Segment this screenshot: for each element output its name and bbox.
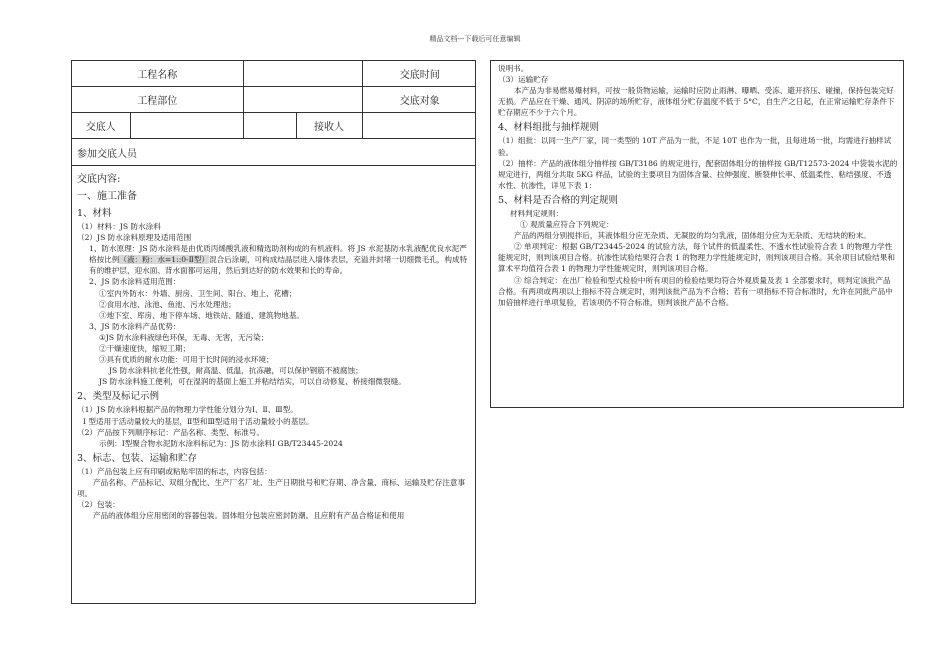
list-item: ①室内外防水：外墙、厨房、卫生间、阳台、地上、花槽；	[99, 288, 297, 298]
info-row	[72, 113, 476, 139]
paragraph: 3、JS 防水涂料产品优势：	[89, 321, 181, 331]
list-item: ① 观质量应符合下列规定：	[520, 220, 614, 230]
info-row	[72, 61, 476, 87]
paragraph: （1）组批：以同一生产厂家，同一类型的 10T 产品为一批，不足 10T 也作为一批，且每进场一批，均需进行抽样试验。	[498, 136, 892, 157]
list-item: JS 防水涂料抗老化性强，耐高温、低温，抗冻融，可以保护钢筋不被腐蚀；	[109, 366, 363, 376]
project-part-value[interactable]	[243, 87, 362, 113]
list-item: JS 防水涂料施工便利，可在湿润的基面上施工并粘结结实，可以自动修复、桥接细微裂缝。	[99, 377, 406, 387]
paragraph: 示例：Ⅰ型聚合物水泥防水涂料标记为：JS 防水涂料Ⅰ GB/T23445-2024	[99, 438, 343, 448]
paragraph: 产品的两组分别搅拌后，其液体组分应无杂质、无凝胶的均匀乳液，固体组分应为无杂质、无结块的粉末。	[514, 231, 871, 241]
paragraph: 本产品为非易燃易爆材料，可按一般货物运输，运输时应防止雨淋、曝晒、受冻、避开挤压、碰撞，保持包装完好无损。产品应在干燥、通风、阴凉的场所贮存，液体组分贮存温度不低于 5°C，自生产之日起，在正常运输贮存条件下贮存期应不少于六个月。	[498, 86, 895, 118]
paragraph: （2）JS 防水涂料原理及适用范围	[77, 233, 192, 243]
project-part-label: 工程部位	[72, 87, 243, 113]
paragraph: （1）产品包装上应有印刷或粘贴牢固的标志，内容包括：	[77, 466, 272, 476]
section-heading: 一、施工准备	[77, 191, 137, 202]
list-item: ③具有优质的耐水功能：可用于长时间的浸水环境；	[99, 355, 274, 365]
handover-content	[72, 166, 475, 521]
paragraph: 说明书。	[498, 64, 529, 73]
paragraph: ② 单项判定：根据 GB/T23445-2024 的试验方法，每个试件的低温柔性、不透水性试验符合表 1 的物理力学性能规定时，则判该项目合格。抗渗性试验结果符合表 1 的物理力学性能规定时，则判该项目合格。其余项目试验结果和算术平均值符合表 1 的物理力学性能规定时，则判该项目合格。	[498, 242, 895, 274]
paragraph: ③ 综合判定：在出厂检验和型式检验中所有项目的检验结果均符合外观质量及表 1 全部要求时，则判定该批产品合格。有两项或两项以上指标不符合规定时，则判该批产品为不合格；若有一项指标不符合标准时，允许在同批产品中加倍抽样进行单项复验，若该项仍不符合标准，则判该批产品不合格。	[498, 275, 893, 307]
presenter-value[interactable]	[130, 113, 243, 139]
paragraph: 2、JS 防水涂料适用范围：	[89, 277, 181, 287]
paragraph: 材料判定规则：	[510, 208, 564, 218]
list-item: ②食用水池、泳池、鱼池、污水处理池；	[99, 299, 236, 309]
handover-time-label: 交底时间	[362, 61, 476, 87]
subsection-heading: 2、类型及标记示例	[77, 391, 160, 403]
handover-content-continued	[491, 61, 903, 308]
paragraph: 产品的液体组分应用密闭的容器包装。固体组分包装应密封防潮。且应附有产品合格证和使用	[93, 511, 405, 521]
paragraph: 产品名称、产品标记、双组分配比、生产厂名厂址、生产日期批号和贮存期、净含量、商标、运输及贮存注意事项。	[77, 477, 466, 498]
subsection-heading: 1、材料	[77, 208, 112, 219]
participants-label: 参加交底人员	[72, 139, 475, 166]
handover-target-label: 交底对象	[362, 87, 476, 113]
list-item: ②干燥速度快，缩短工期；	[99, 344, 191, 354]
paragraph: （2）抽样：产品的液体组分抽样按 GB/T3186 的规定进行，配套固体组分的抽样按 GB/T12573-2024 中袋装水泥的规定进行，两组分共取 5KG 样品，试验的主要项目为固体含量、拉伸强度、断裂伸长率、低温柔性、粘结强度、不透水性、抗渗性，详见下表 1：	[498, 158, 898, 190]
info-row	[72, 87, 476, 113]
paragraph: 1、防水原理：JS 防水涂料是由优质丙烯酸乳液和精选助剂构成的有机液料。将 JS 水泥基防水乳液配优良水泥严格按比例（液：粉：水=1::0-Ⅱ型）混合后涂刷，可构成结晶层进入墙体表层，充溢并封堵一切细微毛孔，构成特有的维护层，迎水面、背水面都可运用，然后到达好的防水效果和长的寿命。	[89, 244, 468, 276]
highlighted-text: （液：粉：水=1::0-Ⅱ型）	[119, 255, 209, 265]
receiver-value[interactable]	[362, 113, 476, 139]
paragraph: （1）材料：JS 防水涂料	[77, 222, 161, 231]
paragraph: Ⅰ 型适用于活动量较大的基层，Ⅱ型和Ⅲ型适用于活动量较小的基层。	[83, 416, 314, 426]
project-name-label: 工程名称	[72, 61, 243, 87]
subsection-heading: 4、材料组批与抽样规则	[498, 122, 600, 134]
project-name-value[interactable]	[243, 61, 362, 87]
blank-cell	[243, 113, 296, 139]
handover-form-right	[490, 60, 904, 408]
page-header-text: 精品文档---下载后可任意编辑	[429, 35, 521, 43]
subsection-heading: 3、标志、包装、运输和贮存	[77, 452, 198, 464]
handover-form-left	[71, 60, 476, 604]
list-item: ③地下室、库房、地下停车场、地铁站、隧道、建筑物地基。	[99, 310, 305, 320]
subsection-heading: 5、材料是否合格的判定规则	[498, 194, 619, 206]
paragraph: （1）JS 防水涂料根据产品的物理力学性能分划分为Ⅰ、Ⅱ、Ⅲ型。	[77, 405, 298, 415]
presenter-label: 交底人	[72, 113, 130, 139]
paragraph: （2）产品按下列顺序标记：产品名称、类型、标准号。	[77, 427, 265, 437]
receiver-label: 接收人	[296, 113, 362, 139]
paragraph: （3）运输贮存	[498, 75, 549, 85]
info-table	[72, 61, 476, 139]
paragraph: （2）包装：	[77, 500, 120, 510]
list-item: ①JS 防水涂料液绿色环保，无毒、无害，无污染；	[99, 332, 269, 342]
content-title: 交底内容:	[77, 174, 121, 185]
